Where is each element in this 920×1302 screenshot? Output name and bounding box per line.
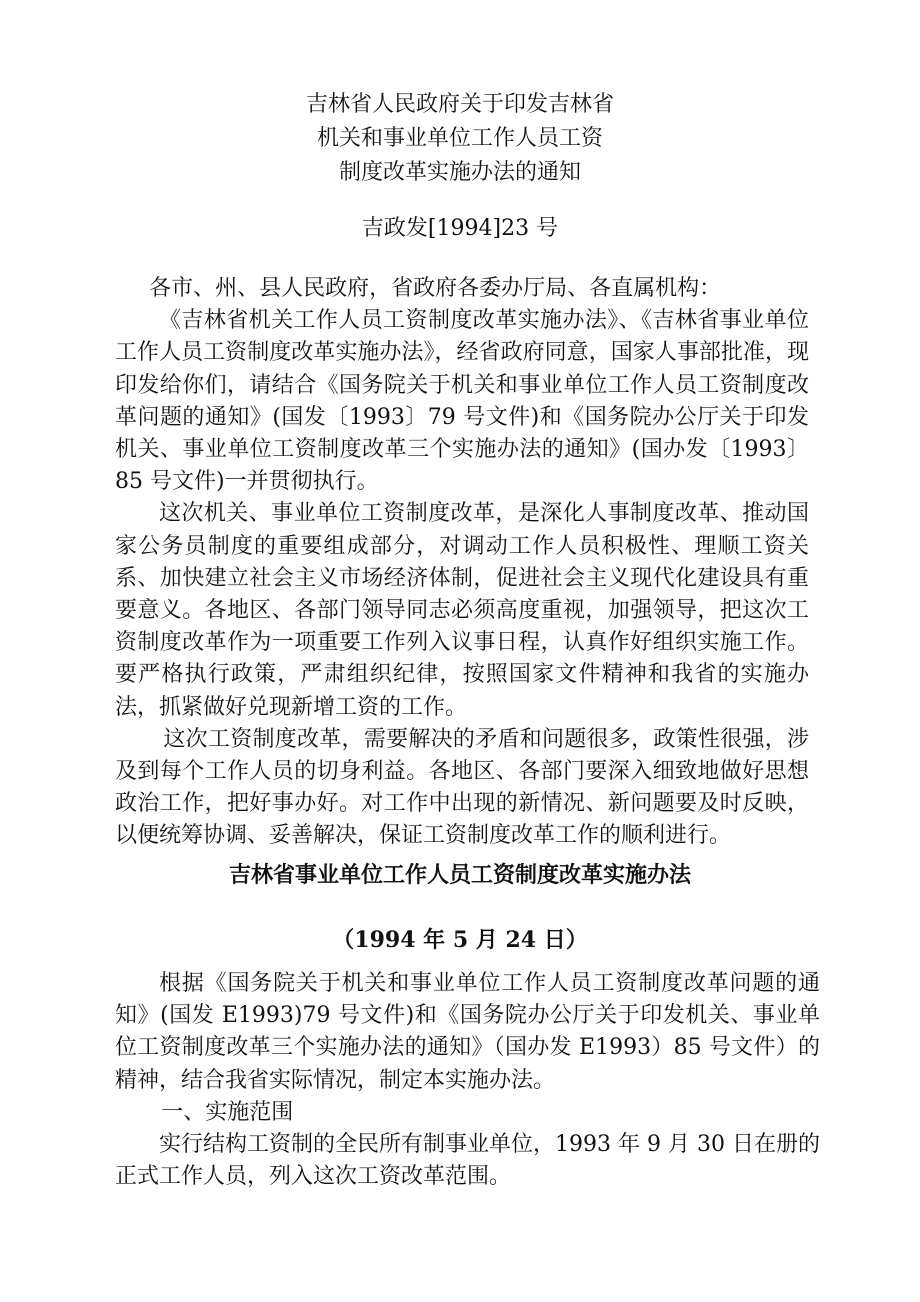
measures-body <box>115 968 820 1193</box>
section-text-scope: 实行结构工资制的全民所有制事业单位，1993 年 9 月 30 日在册的正式工作人员，列入这次工资改革范围。 <box>115 1132 820 1190</box>
measures-date: （1994 年 5 月 24 日） <box>332 927 588 953</box>
section-heading-scope: 一、实施范围 <box>161 1099 294 1125</box>
notice-paragraph-2: 这次机关、事业单位工资制度改革，是深化人事制度改革、推动国家公务员制度的重要组成部分，对调动工作人员积极性、理顺工资关系、加快建立社会主义市场经济体制，促进社会主义现代化建设具有重要意义。各地区、各部门领导同志必须高度重视，加强领导，把这次工资制度改革作为一项重要工作列入议事日程，认真作好组织实施工作。要严格执行政策，严肃组织纪律，按照国家文件精神和我省的实施办法，抓紧做好兑现新增工资的工作。 <box>115 501 809 720</box>
salutation: 各市、州、县人民政府，省政府各委办厅局、各直属机构： <box>149 276 722 301</box>
notice-paragraph-3: 这次工资制度改革，需要解决的矛盾和问题很多，政策性很强，涉及到每个工作人员的切身利益。各地区、各部门要深入细致地做好思想政治工作，把好事办好。对工作中出现的新情况、新问题要及时反映，以便统筹协调、妥善解决，保证工资制度改革工作的顺利进行。 <box>115 726 809 849</box>
notice-title-line-3: 制度改革实施办法的通知 <box>338 160 581 185</box>
notice-title-line-2: 机关和事业单位工作人员工资 <box>316 126 603 151</box>
notice-title <box>0 88 920 190</box>
notice-body <box>115 273 809 853</box>
measures-intro: 根据《国务院关于机关和事业单位工作人员工资制度改革问题的通知》(国发 E1993)79 号文件)和《国务院办公厅关于印发机关、事业单位工资制度改革三个实施办法的通知》（国办发 E1993）85 号文件）的精神，结合我省实际情况，制定本实施办法。 <box>115 971 820 1093</box>
notice-title-line-1: 吉林省人民政府关于印发吉林省 <box>305 92 614 117</box>
measures-title: 吉林省事业单位工作人员工资制度改革实施办法 <box>228 862 691 888</box>
notice-paragraph-1: 《吉林省机关工作人员工资制度改革实施办法》、《吉林省事业单位工作人员工资制度改革实施办法》，经省政府同意，国家人事部批准，现印发给你们，请结合《国务院关于机关和事业单位工作人员工资制度改革问题的通知》(国发〔1993〕79 号文件)和《国务院办公厅关于印发机关、事业单位工资制度改革三个实施办法的通知》(国办发〔1993〕85 号文件)一并贯彻执行。 <box>115 308 809 495</box>
document-number: 吉政发[1994]23 号 <box>361 216 559 241</box>
